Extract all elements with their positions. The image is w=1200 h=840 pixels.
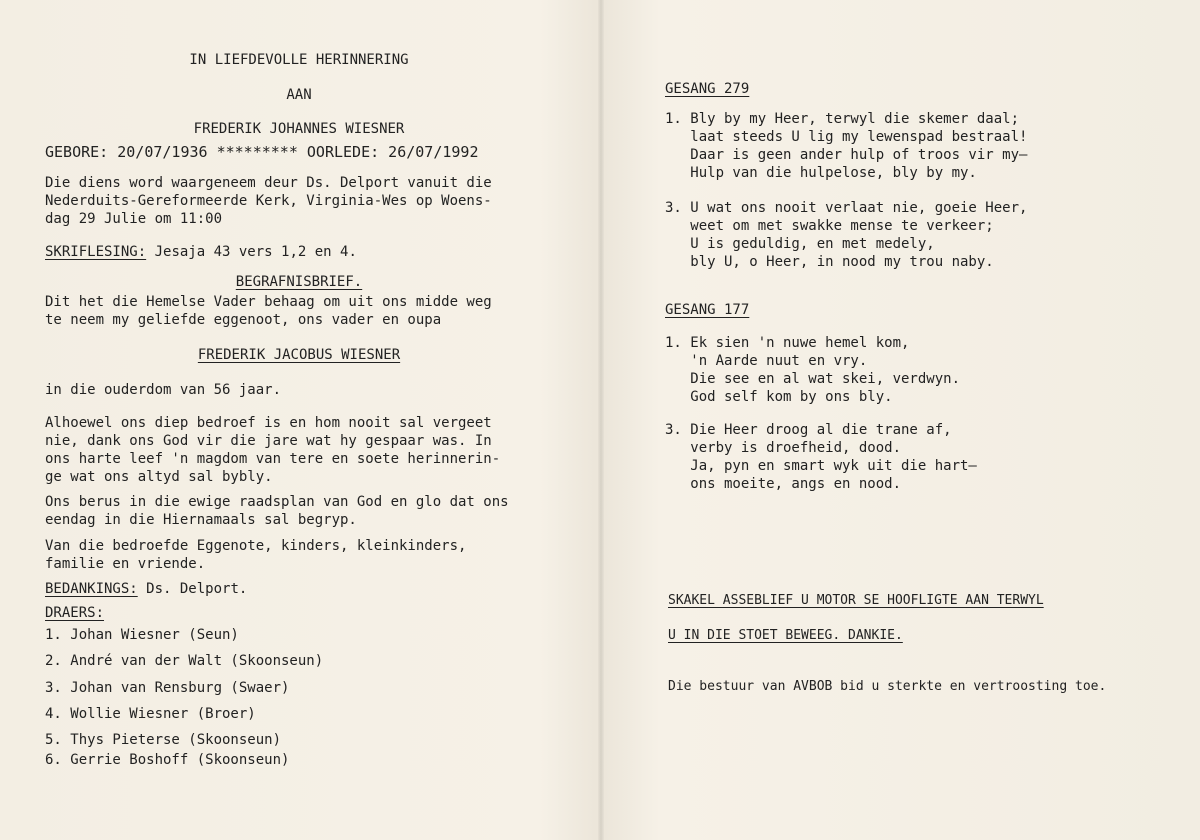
g177-v1-line-3: Die see en al wat skei, verdwyn. xyxy=(665,371,961,387)
draer-2: 2. André van der Walt (Skoonseun) xyxy=(45,653,324,669)
g177-v1-line-4: God self kom by ons bly. xyxy=(665,389,893,405)
para1-line-2: nie, dank ons God vir die jare wat hy gespaar was. In xyxy=(45,433,492,449)
g279-v3-line-3: U is geduldig, en met medely, xyxy=(665,236,935,252)
left-page xyxy=(0,0,598,840)
headlights-notice-line-1: SKAKEL ASSEBLIEF U MOTOR SE HOOFLIGTE AAN TERWYL xyxy=(668,593,1044,608)
skriflesing-text: Jesaja 43 vers 1,2 en 4. xyxy=(154,244,357,260)
brief-line-1: Dit het die Hemelse Vader behaag om uit ons midde weg xyxy=(45,294,492,310)
brief-line-2: te neem my geliefde eggenoot, ons vader en oupa xyxy=(45,312,442,328)
g279-v3-line-4: bly U, o Heer, in nood my trou naby. xyxy=(665,254,994,270)
g279-v1-line-2: laat steeds U lig my lewenspad bestraal! xyxy=(665,129,1028,145)
g279-v1-line-1: 1. Bly by my Heer, terwyl die skemer daal; xyxy=(665,111,1020,127)
draers-label: DRAERS: xyxy=(45,605,105,621)
draer-5: 5. Thys Pieterse (Skoonseun) xyxy=(45,732,282,748)
card-title: IN LIEFDEVOLLE HERINNERING xyxy=(189,52,409,68)
avbob-message: Die bestuur van AVBOB bid u sterkte en vertroosting toe. xyxy=(668,679,1107,694)
headlights-notice-line-2: U IN DIE STOET BEWEEG. DANKIE. xyxy=(668,628,903,643)
g177-v3-line-3: Ja, pyn en smart wyk uit die hart— xyxy=(665,458,977,474)
g177-v3-line-1: 3. Die Heer droog al die trane af, xyxy=(665,422,952,438)
aan-heading: AAN xyxy=(286,87,312,103)
g177-v1-line-1: 1. Ek sien 'n nuwe hemel kom, xyxy=(665,335,910,351)
gesang-177-title: GESANG 177 xyxy=(665,302,750,318)
draer-3: 3. Johan van Rensburg (Swaer) xyxy=(45,680,290,696)
begrafnisbrief-heading: BEGRAFNISBRIEF. xyxy=(235,274,363,290)
g177-v3-line-4: ons moeite, angs en nood. xyxy=(665,476,902,492)
skriflesing-row xyxy=(45,243,357,261)
service-line-2: Nederduits-Gereformeerde Kerk, Virginia-Wes op Woens- xyxy=(45,193,492,209)
deceased-name-2: FREDERIK JACOBUS WIESNER xyxy=(197,347,401,363)
birth-death-dates: GEBORE: 20/07/1936 ********* OORLEDE: 26/07/1992 xyxy=(45,143,479,161)
g177-v3-line-2: verby is droefheid, dood. xyxy=(665,440,902,456)
g279-v1-line-4: Hulp van die hulpelose, bly by my. xyxy=(665,165,977,181)
bedankings-row xyxy=(45,580,247,598)
para3-line-2: familie en vriende. xyxy=(45,556,206,572)
gesang-279-title: GESANG 279 xyxy=(665,81,750,97)
draer-1: 1. Johan Wiesner (Seun) xyxy=(45,627,239,643)
age-line: in die ouderdom van 56 jaar. xyxy=(45,382,282,398)
service-line-3: dag 29 Julie om 11:00 xyxy=(45,211,223,227)
deceased-name: FREDERIK JOHANNES WIESNER xyxy=(193,121,405,137)
g177-v1-line-2: 'n Aarde nuut en vry. xyxy=(665,353,868,369)
bedankings-text: Ds. Delport. xyxy=(146,581,248,597)
para2-line-1: Ons berus in die ewige raadsplan van God en glo dat ons xyxy=(45,494,509,510)
para1-line-3: ons harte leef 'n magdom van tere en soete herinnerin- xyxy=(45,451,501,467)
g279-v1-line-3: Daar is geen ander hulp of troos vir my— xyxy=(665,147,1028,163)
para3-line-1: Van die bedroefde Eggenote, kinders, kleinkinders, xyxy=(45,538,467,554)
para2-line-2: eendag in die Hiernamaals sal begryp. xyxy=(45,512,357,528)
bedankings-label: BEDANKINGS: xyxy=(45,581,138,597)
g279-v3-line-2: weet om met swakke mense te verkeer; xyxy=(665,218,994,234)
service-line-1: Die diens word waargeneem deur Ds. Delport vanuit die xyxy=(45,175,492,191)
g279-v3-line-1: 3. U wat ons nooit verlaat nie, goeie Heer, xyxy=(665,200,1028,216)
draer-4: 4. Wollie Wiesner (Broer) xyxy=(45,706,256,722)
para1-line-4: ge wat ons altyd sal bybly. xyxy=(45,469,273,485)
right-page xyxy=(604,0,1200,840)
draer-6: 6. Gerrie Boshoff (Skoonseun) xyxy=(45,752,290,768)
skriflesing-label: SKRIFLESING: xyxy=(45,244,147,260)
para1-line-1: Alhoewel ons diep bedroef is en hom nooit sal vergeet xyxy=(45,415,492,431)
